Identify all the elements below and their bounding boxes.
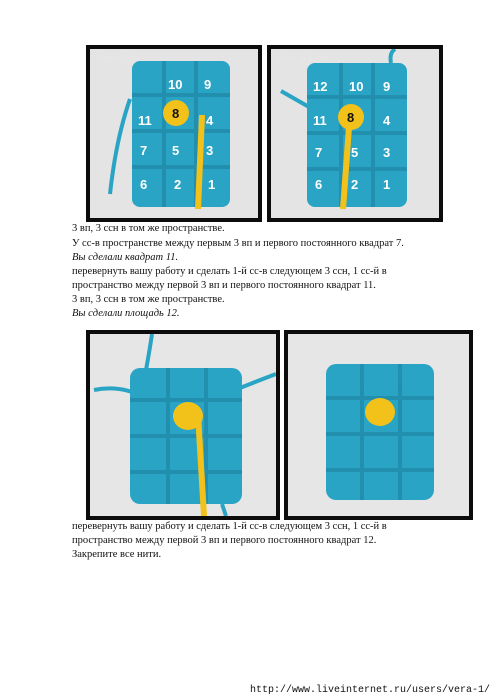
stitch-number: 8	[347, 110, 355, 125]
stitch-number: 6	[315, 177, 323, 192]
instruction-line: Закрепите все нити.	[72, 549, 162, 560]
stitch-number: 1	[383, 177, 391, 192]
swatch-illustration	[90, 49, 258, 218]
stitch-number: 8	[172, 106, 180, 121]
stitch-number: 5	[172, 143, 180, 158]
source-url[interactable]: http://www.liveinternet.ru/users/vera-1/	[249, 685, 490, 696]
photo-right-side-finished	[284, 330, 473, 520]
swatch-illustration	[288, 334, 469, 516]
photo-right-side-yarn-tail	[86, 330, 280, 520]
stitch-number: 11	[313, 113, 327, 128]
stitch-number: 12	[313, 79, 328, 94]
instruction-line: пространство между первой 3 вп и первого постоянного квадрат 11.	[72, 280, 376, 291]
side-label: Right Side	[416, 338, 461, 348]
instruction-line: 3 вп, 3 ссн в том же пространстве.	[72, 294, 225, 305]
instruction-line: перевернуть вашу работу и сделать 1-й сс-в следующем 3 ссн, 1 сс-й в	[72, 266, 387, 277]
stitch-number: 5	[351, 145, 359, 160]
stitch-number: 2	[351, 177, 359, 192]
stitch-number: 4	[206, 113, 214, 128]
photo-wrong-side-numbered	[267, 45, 443, 222]
stitch-number: 10	[168, 77, 183, 92]
instruction-result: Вы сделали площадь 12.	[72, 308, 180, 319]
stitch-number: 3	[206, 143, 214, 158]
swatch-illustration	[90, 334, 276, 516]
stitch-number: 2	[174, 177, 182, 192]
instruction-line: пространство между первой 3 вп и первого постоянного квадрат 12.	[72, 535, 377, 546]
stitch-number: 7	[140, 143, 148, 158]
side-label: Right Side	[96, 53, 141, 63]
stitch-number: 4	[383, 113, 391, 128]
instruction-result: Вы сделали квадрат 11.	[72, 252, 179, 263]
stitch-number: 9	[383, 79, 391, 94]
stitch-number: 1	[208, 177, 216, 192]
stitch-number: 10	[349, 79, 364, 94]
stitch-number: 9	[204, 77, 212, 92]
stitch-number: 6	[140, 177, 148, 192]
instruction-line: 3 вп, 3 ссн в том же пространстве.	[72, 223, 225, 234]
swatch-illustration	[271, 49, 439, 218]
stitch-number: 3	[383, 145, 391, 160]
stitch-number: 7	[315, 145, 323, 160]
stitch-number: 11	[138, 113, 152, 128]
photo-right-side-numbered	[86, 45, 262, 222]
instruction-line: У сс-в пространстве между первым 3 вп и первого постоянного квадрат 7.	[72, 238, 404, 249]
instruction-line: перевернуть вашу работу и сделать 1-й сс-в следующем 3 ссн, 1 сс-й в	[72, 521, 387, 532]
side-label: Wrong Side	[277, 53, 327, 63]
side-label: Right Side	[223, 338, 268, 348]
